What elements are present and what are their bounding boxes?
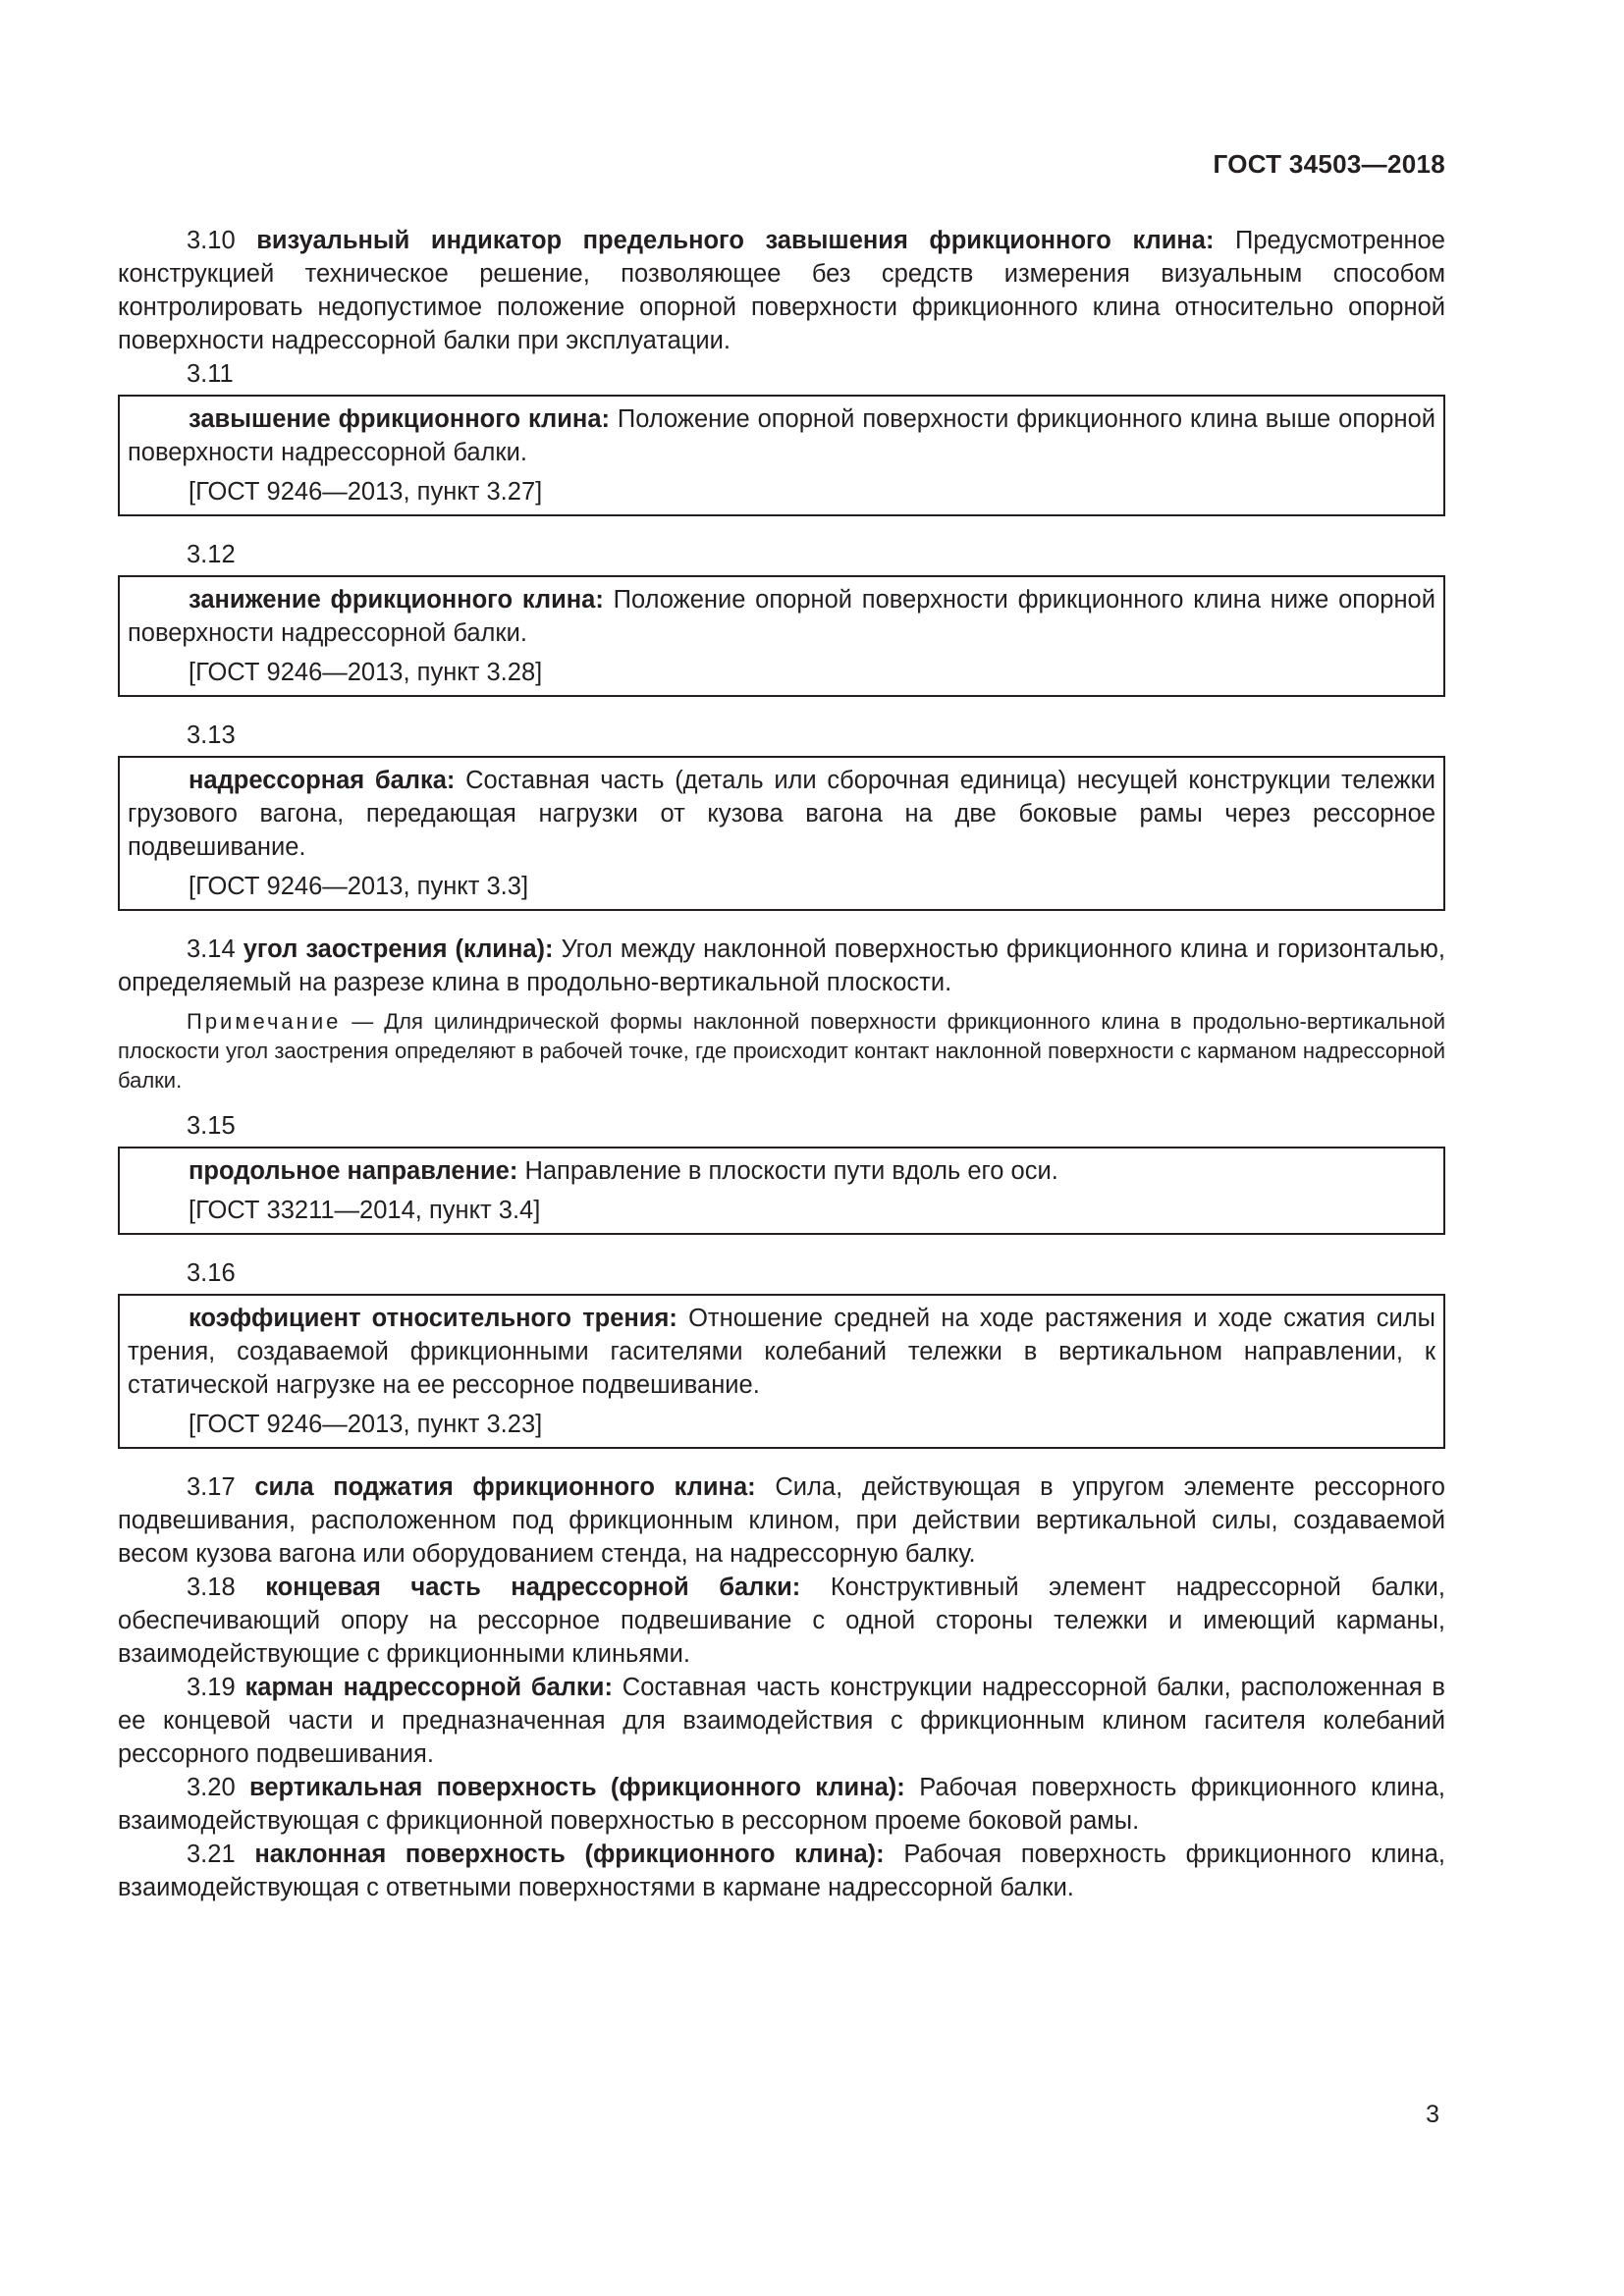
term-box-3-13 xyxy=(118,756,1445,911)
term-name: визуальный индикатор предельного завышения фрикционного клина: xyxy=(256,227,1215,254)
term-name: карман надрессорной балки: xyxy=(244,1674,613,1701)
note-text: — Для цилиндрической формы наклонной поверхности фрикционного клина в продольно-вертикальной плоскости угол заострения определяют в рабочей точке, где происходит контакт наклонной поверхности с карманом надрессорной балки. xyxy=(118,1009,1445,1093)
term-3-10 xyxy=(118,224,1445,357)
document-page xyxy=(118,0,1445,2296)
term-3-14 xyxy=(118,933,1445,999)
term-definition: Сила, действующая в упругом элементе рессорного подвешивания, расположенном под фрикционным клином, при действии вертикальной силы, создаваемой весом кузова вагона или оборудованием стенда, на надрессорную балку. xyxy=(118,1473,1445,1568)
term-number: 3.14 xyxy=(187,935,236,963)
term-name: вертикальная поверхность (фрикционного клина): xyxy=(249,1774,905,1801)
term-definition: Отношение средней на ходе растяжения и ходе сжатия силы трения, создаваемой фрикционными гасителями колебаний тележки в вертикальном направлении, к статической нагрузке на ее рессорное подвешивание. xyxy=(128,1305,1435,1399)
term-definition: Рабочая поверхность фрикционного клина, взаимодействующая с фрикционной поверхностью в рессорном проеме боковой рамы. xyxy=(118,1774,1446,1835)
term-number: 3.20 xyxy=(187,1774,236,1801)
term-source: [ГОСТ 33211—2014, пункт 3.4] xyxy=(189,1197,541,1224)
note-label: Примечание xyxy=(187,1009,342,1034)
term-3-19 xyxy=(118,1671,1445,1771)
term-definition: Рабочая поверхность фрикционного клина, взаимодействующая с ответными поверхностями в кармане надрессорной балки. xyxy=(118,1841,1446,1901)
term-definition-paragraph xyxy=(128,583,1435,650)
term-name: угол заострения (клина): xyxy=(243,935,554,963)
term-name: надрессорная балка: xyxy=(189,767,456,794)
term-name: наклонная поверхность (фрикционного клина): xyxy=(254,1841,885,1868)
term-definition: Положение опорной поверхности фрикционного клина выше опорной поверхности надрессорной балки. xyxy=(128,405,1435,466)
term-box-3-12 xyxy=(118,575,1445,697)
term-source: [ГОСТ 9246—2013, пункт 3.3] xyxy=(189,873,529,900)
term-number-3-11: 3.11 xyxy=(187,360,234,388)
term-number: 3.17 xyxy=(187,1473,236,1501)
term-number-3-12: 3.12 xyxy=(187,541,236,568)
term-3-18 xyxy=(118,1571,1445,1671)
term-name: сила поджатия фрикционного клина: xyxy=(254,1473,756,1501)
term-box-3-11 xyxy=(118,395,1445,516)
term-3-17 xyxy=(118,1470,1445,1571)
term-definition-paragraph xyxy=(128,1302,1435,1402)
term-note-3-14 xyxy=(118,1007,1445,1095)
term-source: [ГОСТ 9246—2013, пункт 3.27] xyxy=(189,478,543,506)
term-definition: Предусмотренное конструкцией техническое решение, позволяющее без средств измерения визуальным способом контролировать недопустимое положение опорной поверхности фрикционного клина относительно опорной поверхности надрессорной балки при эксплуатации. xyxy=(118,227,1445,354)
term-3-20 xyxy=(118,1771,1445,1838)
term-name: коэффициент относительного трения: xyxy=(189,1305,677,1332)
term-name: завышение фрикционного клина: xyxy=(189,405,610,433)
term-number: 3.10 xyxy=(187,227,236,254)
term-number: 3.21 xyxy=(187,1841,236,1868)
term-source: [ГОСТ 9246—2013, пункт 3.28] xyxy=(189,659,543,686)
term-name: продольное направление: xyxy=(189,1157,518,1185)
term-definition: Угол между наклонной поверхностью фрикционного клина и горизонталью, определяемый на разрезе клина в продольно-вертикальной плоскости. xyxy=(118,935,1445,996)
term-definition: Положение опорной поверхности фрикционного клина ниже опорной поверхности надрессорной балки. xyxy=(128,586,1435,647)
term-definition: Направление в плоскости пути вдоль его оси. xyxy=(524,1157,1058,1185)
term-definition: Составная часть конструкции надрессорной балки, расположенная в ее концевой части и предназначенная для взаимодействия с фрикционным клином гасителя колебаний рессорного подвешивания. xyxy=(118,1674,1445,1768)
page-number: 3 xyxy=(1426,2101,1439,2128)
term-source: [ГОСТ 9246—2013, пункт 3.23] xyxy=(189,1411,543,1438)
term-number-3-13: 3.13 xyxy=(187,721,236,749)
term-name: занижение фрикционного клина: xyxy=(189,586,604,614)
term-definition: Составная часть (деталь или сборочная единица) несущей конструкции тележки грузового вагона, передающая нагрузки от кузова вагона на две боковые рамы через рессорное подвешивание. xyxy=(128,767,1435,861)
term-name: концевая часть надрессорной балки: xyxy=(265,1574,801,1601)
term-number: 3.18 xyxy=(187,1574,236,1601)
term-number-3-15: 3.15 xyxy=(187,1112,236,1140)
term-number-3-16: 3.16 xyxy=(187,1259,236,1287)
document-header: ГОСТ 34503—2018 xyxy=(1213,149,1445,179)
document-body xyxy=(118,224,1445,1904)
term-definition-paragraph xyxy=(128,764,1435,864)
term-number: 3.19 xyxy=(187,1674,236,1701)
term-box-3-15 xyxy=(118,1147,1445,1235)
term-box-3-16 xyxy=(118,1294,1445,1449)
term-3-21 xyxy=(118,1838,1445,1904)
term-definition-paragraph xyxy=(128,1154,1435,1188)
term-definition-paragraph xyxy=(128,402,1435,469)
term-definition: Конструктивный элемент надрессорной балки, обеспечивающий опору на рессорное подвешивание с одной стороны тележки и имеющий карманы, взаимодействующие с фрикционными клиньями. xyxy=(118,1574,1445,1668)
